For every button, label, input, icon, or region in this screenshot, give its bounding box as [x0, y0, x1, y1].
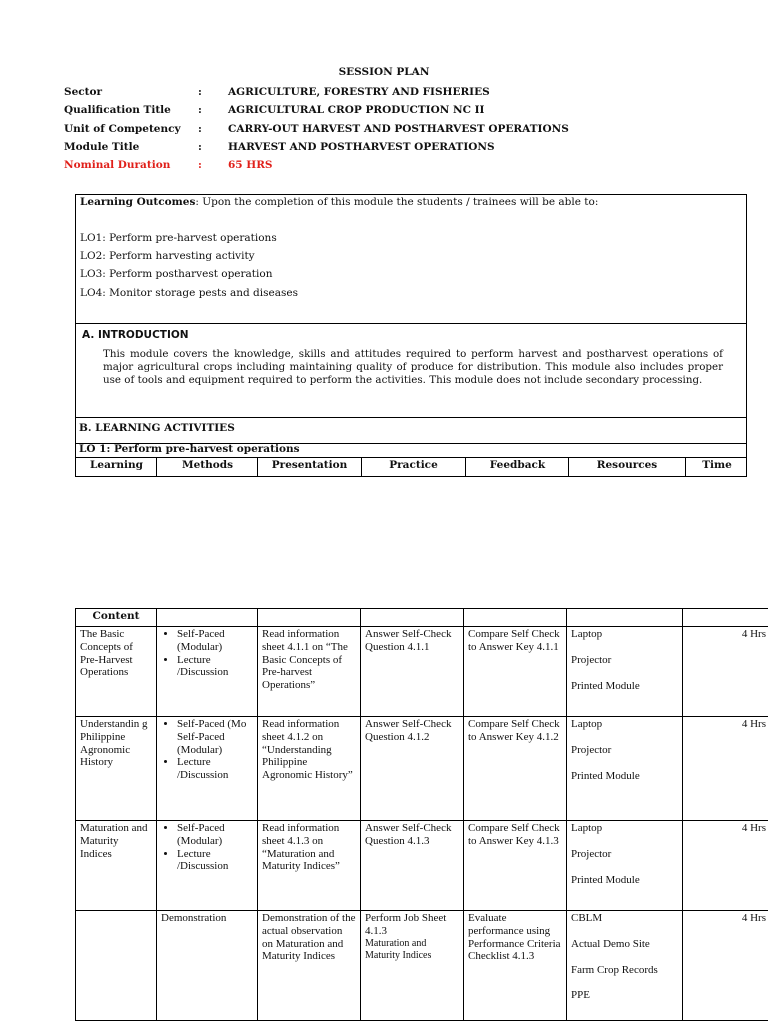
meta-value: HARVEST AND POSTHARVEST OPERATIONS — [228, 141, 495, 154]
meta-colon: : — [198, 159, 202, 172]
empty-cell — [258, 609, 361, 627]
table-row — [76, 911, 768, 1021]
meta-value: AGRICULTURE, FORESTRY AND FISHERIES — [228, 86, 490, 99]
session-metadata — [64, 83, 744, 174]
feedback-cell: Compare Self Check to Answer Key 4.1.2 — [464, 717, 567, 821]
content-cell: The Basic Concepts of Pre-Harvest Operations — [76, 627, 157, 717]
practice-cell: Answer Self-Check Question 4.1.2 — [361, 717, 464, 821]
practice-text: Perform Job Sheet 4.1.3 — [365, 912, 447, 937]
meta-colon: : — [198, 104, 202, 117]
learning-outcomes-label: Learning Outcomes — [80, 196, 196, 208]
methods-cell: Demonstration — [157, 911, 258, 1021]
presentation-cell: Demonstration of the actual observation on Maturation and Maturity Indices — [258, 911, 361, 1021]
learning-outcomes-intro: : Upon the completion of this module the students / trainees will be able to: — [195, 196, 599, 208]
learning-activities-row — [76, 417, 746, 444]
table-row — [76, 717, 768, 821]
resource-item: CBLM — [571, 912, 603, 924]
column-header: Resources — [596, 459, 658, 471]
meta-key: Qualification Title — [64, 104, 171, 117]
learning-outcomes-section — [76, 195, 746, 324]
time-cell: 4 Hrs — [683, 627, 768, 717]
resource-item: Laptop — [571, 718, 603, 730]
method-item: • Lecture /Discussion — [177, 756, 253, 782]
meta-key: Unit of Competency — [64, 122, 181, 135]
empty-cell — [464, 609, 567, 627]
table-row — [76, 627, 768, 717]
practice-cell: Answer Self-Check Question 4.1.3 — [361, 821, 464, 911]
resource-item: Projector — [571, 653, 612, 666]
resource-item: Printed Module — [571, 873, 640, 886]
lo1-row — [76, 443, 746, 458]
resources-cell — [567, 627, 683, 717]
content-header: Content — [76, 609, 157, 627]
practice-text: Maturation and Maturity Indices — [365, 937, 432, 962]
lo-item: LO3: Perform postharvest operation — [80, 268, 273, 280]
meta-row-unit — [64, 120, 744, 138]
feedback-cell: Compare Self Check to Answer Key 4.1.1 — [464, 627, 567, 717]
learning-activities-table — [75, 608, 768, 1021]
empty-cell — [683, 609, 768, 627]
meta-key: Module Title — [64, 141, 140, 154]
method-item: • Self-Paced (Modular) — [177, 628, 253, 654]
resource-item: Farm Crop Records — [571, 963, 658, 976]
column-header: Feedback — [489, 459, 546, 471]
presentation-cell: Read information sheet 4.1.1 on “The Basic Concepts of Pre-harvest Operations” — [258, 627, 361, 717]
meta-value: AGRICULTURAL CROP PRODUCTION NC II — [228, 104, 485, 117]
presentation-cell: Read information sheet 4.1.3 on “Maturation and Maturity Indices” — [258, 821, 361, 911]
lo-item: LO4: Monitor storage pests and diseases — [80, 287, 298, 299]
feedback-cell: Compare Self Check to Answer Key 4.1.3 — [464, 821, 567, 911]
resources-cell — [567, 911, 683, 1021]
resources-cell — [567, 821, 683, 911]
introduction-body: This module covers the knowledge, skills and attitudes required to perform harvest and postharvest operations of major agricultural crops including maintaining quality of produce for distribution. This module also includes proper use of tools and equipment required to perform the activities. This module does not include secondary processing. — [103, 348, 723, 386]
table-header-row — [76, 609, 768, 627]
meta-key: Sector — [64, 86, 103, 99]
column-header: Time — [702, 459, 732, 471]
activity-header-row — [76, 457, 746, 477]
time-cell: 4 Hrs — [683, 717, 768, 821]
content-cell: Maturation and Maturity Indices — [76, 821, 157, 911]
practice-cell: Answer Self-Check Question 4.1.1 — [361, 627, 464, 717]
methods-cell — [157, 627, 258, 717]
meta-row-duration — [64, 156, 744, 174]
method-item: • Self-Paced (Mo Self-Paced (Modular) — [177, 718, 253, 756]
meta-value: CARRY-OUT HARVEST AND POSTHARVEST OPERATIONS — [228, 122, 569, 135]
learning-activities-title: B. LEARNING ACTIVITIES — [79, 422, 235, 434]
meta-row-qualification — [64, 101, 744, 119]
meta-value: 65 HRS — [228, 159, 273, 172]
introduction-section — [76, 323, 746, 418]
resource-item: Projector — [571, 743, 612, 756]
resource-item: Actual Demo Site — [571, 937, 650, 950]
empty-cell — [157, 609, 258, 627]
methods-cell — [157, 717, 258, 821]
method-item: • Self-Paced (Modular) — [177, 822, 253, 848]
resource-item: Laptop — [571, 822, 603, 834]
column-header: Learning — [90, 459, 143, 471]
meta-colon: : — [198, 122, 202, 135]
lo1-title: LO 1: Perform pre-harvest operations — [79, 443, 300, 455]
lo-item: LO2: Perform harvesting activity — [80, 250, 255, 262]
resource-item: Laptop — [571, 628, 603, 640]
empty-cell — [361, 609, 464, 627]
feedback-cell: Evaluate performance using Performance Criteria Checklist 4.1.3 — [464, 911, 567, 1021]
content-cell: Understandin g Philippine Agronomic History — [76, 717, 157, 821]
time-cell: 4 Hrs — [683, 821, 768, 911]
presentation-cell: Read information sheet 4.1.2 on “Understanding Philippine Agronomic History” — [258, 717, 361, 821]
column-header: Practice — [389, 459, 438, 471]
content-cell — [76, 911, 157, 1021]
introduction-title: A. INTRODUCTION — [82, 329, 189, 341]
resource-item: Printed Module — [571, 769, 640, 782]
page-title: SESSION PLAN — [338, 66, 430, 78]
resource-item: Printed Module — [571, 679, 640, 692]
meta-key: Nominal Duration — [64, 159, 171, 172]
meta-row-sector — [64, 83, 744, 101]
outcomes-box — [75, 194, 747, 477]
column-header: Presentation — [271, 459, 348, 471]
meta-row-module — [64, 138, 744, 156]
empty-cell — [567, 609, 683, 627]
method-item: • Lecture /Discussion — [177, 654, 253, 680]
practice-cell — [361, 911, 464, 1021]
table-row — [76, 821, 768, 911]
resource-item: PPE — [571, 989, 590, 1002]
lo-item: LO1: Perform pre-harvest operations — [80, 232, 277, 244]
learning-outcomes-heading — [80, 196, 598, 208]
resources-cell — [567, 717, 683, 821]
meta-colon: : — [198, 86, 202, 99]
resource-item: Projector — [571, 847, 612, 860]
meta-colon: : — [198, 141, 202, 154]
column-header: Methods — [181, 459, 234, 471]
method-item: • Lecture /Discussion — [177, 848, 253, 874]
time-cell: 4 Hrs — [683, 911, 768, 1021]
methods-cell — [157, 821, 258, 911]
